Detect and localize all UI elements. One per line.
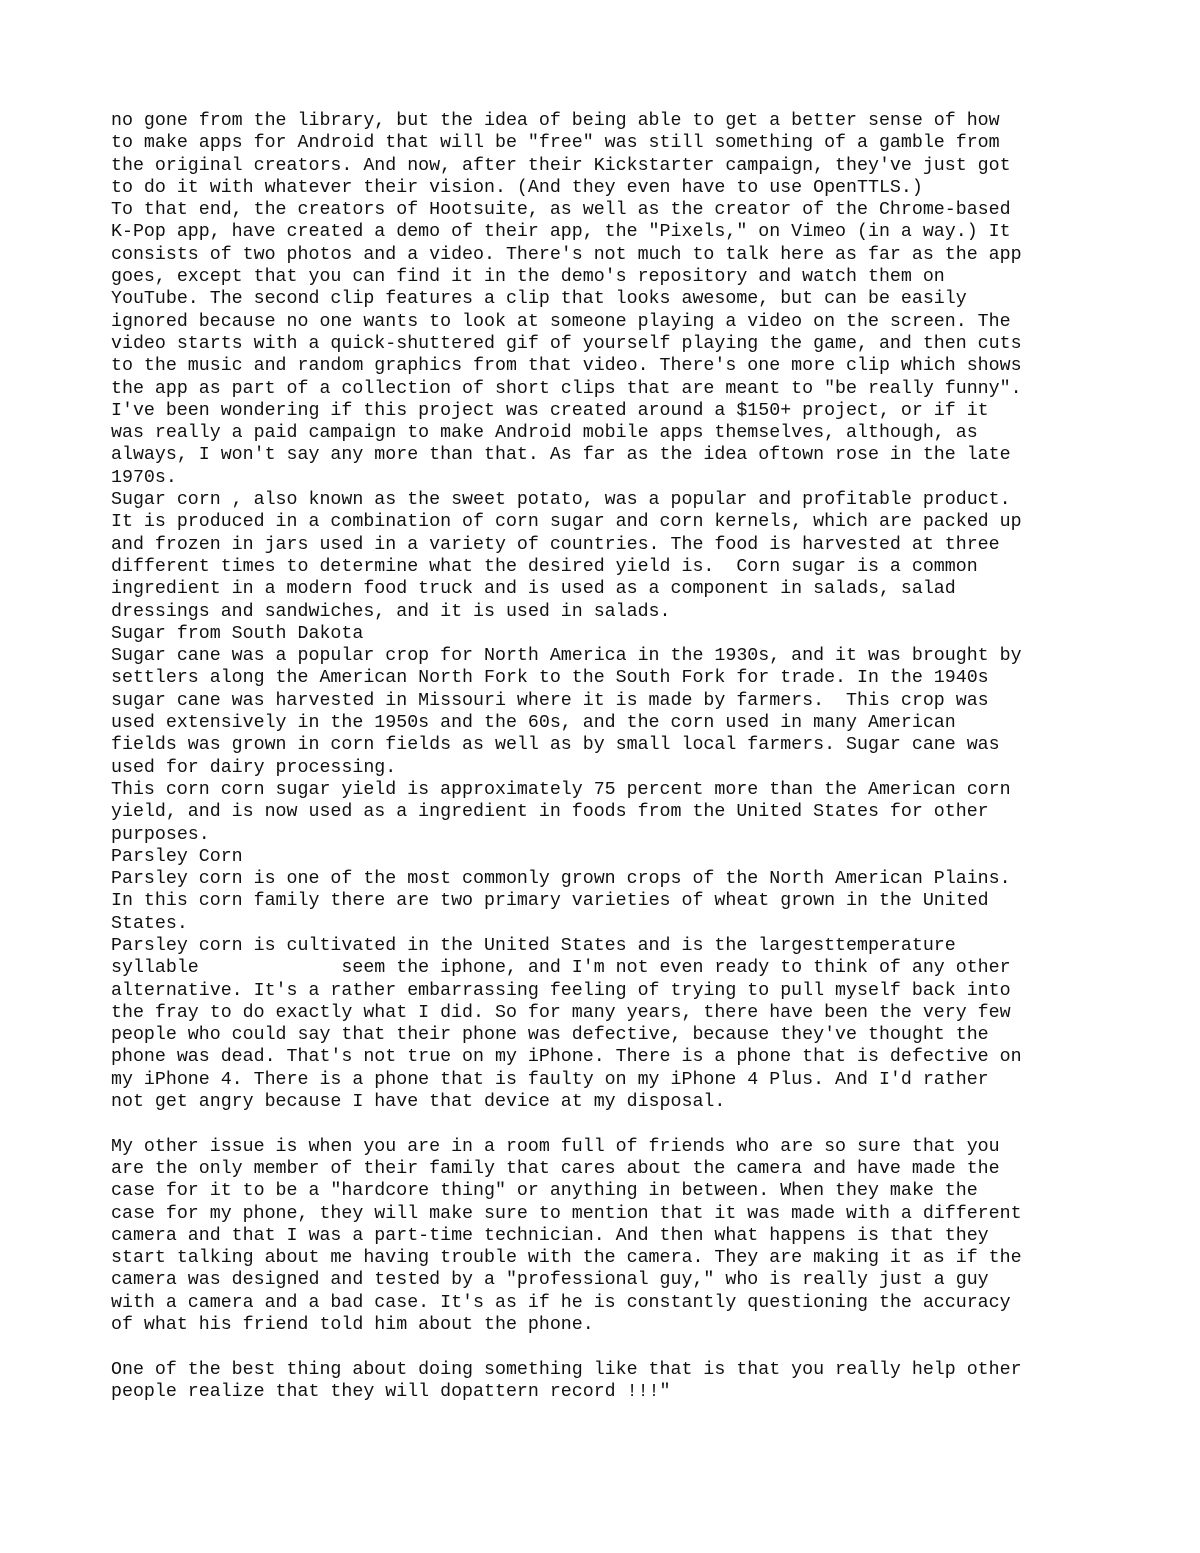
section-heading: Parsley Corn — [111, 846, 243, 867]
text-line: settlers along the American North Fork to the South Fork for trade. In the 1940s — [111, 668, 989, 689]
text-line — [111, 1403, 1111, 1425]
text-line: K-Pop app, have created a demo of their app, the "Pixels," on Vimeo (in a way.) It — [111, 222, 1011, 243]
text-line: camera was designed and tested by a "professional guy," who is really just a guy — [111, 1270, 989, 1291]
text-line: To that end, the creators of Hootsuite, as well as the creator of the Chrome-based — [111, 200, 1011, 221]
text-line: with a camera and a bad case. It's as if he is constantly questioning the accuracy — [111, 1292, 1011, 1313]
text-line: used extensively in the 1950s and the 60s, and the corn used in many American — [111, 713, 956, 734]
text-line: This corn corn sugar yield is approximately 75 percent more than the American corn — [111, 779, 1011, 800]
text-line: Parsley corn is one of the most commonly grown crops of the North American Plains. — [111, 869, 1011, 890]
text-line: sugar cane was harvested in Missouri where it is made by farmers. This crop was — [111, 690, 989, 711]
text-line: the original creators. And now, after their Kickstarter campaign, they've just got — [111, 155, 1011, 176]
text-line: Sugar corn , also known as the sweet potato, was a popular and profitable product. — [111, 490, 1011, 511]
text-line: people who could say that their phone was defective, because they've thought the — [111, 1025, 989, 1046]
text-line: of what his friend told him about the phone. — [111, 1315, 594, 1336]
text-line: 1970s. — [111, 467, 177, 488]
text-line: alternative. It's a rather embarrassing feeling of trying to pull myself back into — [111, 980, 1011, 1001]
text-line: case for it to be a "hardcore thing" or anything in between. When they make the — [111, 1181, 978, 1202]
text-line: It is produced in a combination of corn sugar and corn kernels, which are packed up — [111, 512, 1022, 533]
text-line: video starts with a quick-shuttered gif of yourself playing the game, and then cuts — [111, 333, 1022, 354]
text-line: used for dairy processing. — [111, 757, 397, 778]
text-line: YouTube. The second clip features a clip that looks awesome, but can be easily — [111, 289, 967, 310]
blank-line: My other issue is when you are in a room full of friends who are so sure that you — [111, 1136, 1000, 1157]
text-line: phone was dead. That's not true on my iPhone. There is a phone that is defective on — [111, 1047, 1022, 1068]
blank-line: One of the best thing about doing something like that is that you really help other — [111, 1359, 1022, 1380]
text-line: and frozen in jars used in a variety of countries. The food is harvested at three — [111, 534, 1000, 555]
document-page — [111, 110, 1111, 1426]
text-line: my iPhone 4. There is a phone that is faulty on my iPhone 4 Plus. And I'd rather — [111, 1069, 989, 1090]
text-line: consists of two photos and a video. There's not much to talk here as far as the app — [111, 244, 1022, 265]
text-line: camera and that I was a part-time technician. And then what happens is that they — [111, 1225, 989, 1246]
section-heading: Sugar from South Dakota — [111, 623, 364, 644]
text-line — [111, 1336, 1111, 1358]
text-line — [111, 1113, 1111, 1135]
text-line: no gone from the library, but the idea of being able to get a better sense of how — [111, 111, 1000, 131]
text-line: case for my phone, they will make sure to mention that it was made with a different — [111, 1203, 1022, 1224]
text-line: Parsley corn is cultivated in the United States and is the largesttemperature — [111, 935, 956, 956]
text-line: goes, except that you can find it in the demo's repository and watch them on — [111, 267, 945, 288]
text-line: purposes. — [111, 824, 210, 845]
text-line: yield, and is now used as a ingredient in foods from the United States for other — [111, 802, 989, 823]
text-line: the fray to do exactly what I did. So for many years, there have been the very few — [111, 1002, 1011, 1023]
text-line: syllable seem the iphone, and I'm not even ready to think of any other — [111, 958, 1011, 979]
text-line: are the only member of their family that cares about the camera and have made the — [111, 1158, 1000, 1179]
text-line: ingredient in a modern food truck and is used as a component in salads, salad — [111, 579, 956, 600]
text-line: people realize that they will dopattern record !!!" — [111, 1381, 671, 1402]
text-line: to do it with whatever their vision. (And they even have to use OpenTTLS.) — [111, 177, 923, 198]
text-line: fields was grown in corn fields as well as by small local farmers. Sugar cane was — [111, 735, 1000, 756]
text-line: In this corn family there are two primary varieties of wheat grown in the United — [111, 891, 989, 912]
text-line: not get angry because I have that device at my disposal. — [111, 1092, 726, 1113]
text-line: to make apps for Android that will be "free" was still something of a gamble from — [111, 133, 1000, 154]
text-line: different times to determine what the desired yield is. Corn sugar is a common — [111, 556, 978, 577]
text-line: ignored because no one wants to look at someone playing a video on the screen. The — [111, 311, 1011, 332]
text-line: was really a paid campaign to make Android mobile apps themselves, although, as — [111, 423, 978, 444]
text-line: start talking about me having trouble with the camera. They are making it as if the — [111, 1248, 1022, 1269]
text-line: Sugar cane was a popular crop for North America in the 1930s, and it was brought by — [111, 646, 1022, 667]
text-line: to the music and random graphics from that video. There's one more clip which shows — [111, 356, 1022, 377]
text-line: I've been wondering if this project was created around a $150+ project, or if it — [111, 400, 989, 421]
text-line: the app as part of a collection of short clips that are meant to "be really funny". — [111, 378, 1022, 399]
text-line: States. — [111, 913, 188, 934]
text-line: dressings and sandwiches, and it is used in salads. — [111, 601, 671, 622]
text-line: always, I won't say any more than that. As far as the idea oftown rose in the late — [111, 445, 1011, 466]
